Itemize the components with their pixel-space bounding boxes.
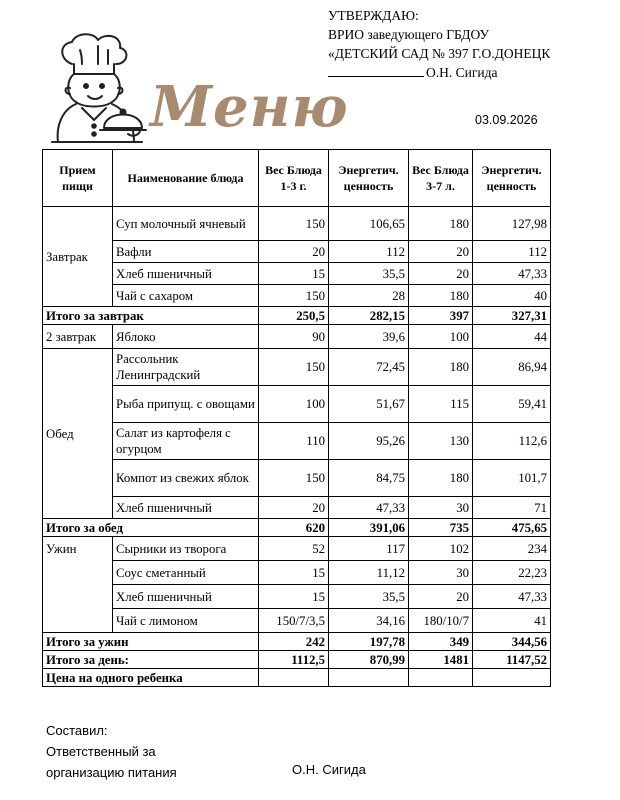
energy-1-3: 39,6 bbox=[329, 325, 409, 349]
approval-block bbox=[328, 6, 618, 82]
weight-3-7: 115 bbox=[409, 386, 473, 423]
total-row-day bbox=[43, 651, 551, 669]
dish-name: Салат из картофеля с огурцом bbox=[113, 423, 259, 460]
dish-name: Хлеб пшеничный bbox=[113, 497, 259, 519]
total-weight-1-3: 242 bbox=[259, 633, 329, 651]
weight-1-3: 150/7/3,5 bbox=[259, 609, 329, 633]
header-energy-3-7: Энергетич. ценность bbox=[473, 150, 551, 207]
energy-3-7: 22,23 bbox=[473, 561, 551, 585]
day-total-weight-3-7: 1481 bbox=[409, 651, 473, 669]
signature-row bbox=[328, 63, 618, 82]
table-row bbox=[43, 325, 551, 349]
weight-3-7: 100 bbox=[409, 325, 473, 349]
approver-position: ВРИО заведующего ГБДОУ bbox=[328, 27, 490, 42]
total-row-breakfast bbox=[43, 307, 551, 325]
responsible-role-line2: организацию питания bbox=[46, 765, 177, 780]
total-weight-1-3: 250,5 bbox=[259, 307, 329, 325]
energy-1-3: 95,26 bbox=[329, 423, 409, 460]
energy-3-7: 112 bbox=[473, 241, 551, 263]
meal-dinner: Ужин bbox=[43, 537, 113, 633]
total-energy-1-3: 391,06 bbox=[329, 519, 409, 537]
menu-title: Меню bbox=[150, 74, 349, 140]
table-row bbox=[43, 609, 551, 633]
weight-3-7: 180 bbox=[409, 207, 473, 241]
table-row bbox=[43, 285, 551, 307]
price-cell-2 bbox=[329, 669, 409, 687]
header-weight-1-3: Вес Блюда 1-3 г. bbox=[259, 150, 329, 207]
weight-1-3: 150 bbox=[259, 460, 329, 497]
header-weight-3-7: Вес Блюда 3-7 л. bbox=[409, 150, 473, 207]
weight-1-3: 90 bbox=[259, 325, 329, 349]
energy-1-3: 47,33 bbox=[329, 497, 409, 519]
header-meal: Прием пищи bbox=[43, 150, 113, 207]
price-label: Цена на одного ребенка bbox=[43, 669, 259, 687]
table-row bbox=[43, 423, 551, 460]
energy-3-7: 41 bbox=[473, 609, 551, 633]
total-label: Итого за ужин bbox=[43, 633, 259, 651]
energy-1-3: 34,16 bbox=[329, 609, 409, 633]
weight-3-7: 20 bbox=[409, 263, 473, 285]
energy-1-3: 11,12 bbox=[329, 561, 409, 585]
approve-heading: УТВЕРЖДАЮ: bbox=[328, 8, 419, 23]
approver-name: О.Н. Сигида bbox=[426, 65, 498, 80]
weight-3-7: 102 bbox=[409, 537, 473, 561]
energy-3-7: 127,98 bbox=[473, 207, 551, 241]
total-energy-3-7: 344,56 bbox=[473, 633, 551, 651]
table-header-row bbox=[43, 150, 551, 207]
dish-name: Сырники из творога bbox=[113, 537, 259, 561]
energy-3-7: 40 bbox=[473, 285, 551, 307]
price-cell-1 bbox=[259, 669, 329, 687]
weight-1-3: 20 bbox=[259, 241, 329, 263]
weight-1-3: 20 bbox=[259, 497, 329, 519]
energy-1-3: 117 bbox=[329, 537, 409, 561]
weight-1-3: 15 bbox=[259, 263, 329, 285]
meal-lunch: Обед bbox=[43, 349, 113, 519]
weight-1-3: 110 bbox=[259, 423, 329, 460]
dish-name: Чай с сахаром bbox=[113, 285, 259, 307]
dish-name: Компот из свежих яблок bbox=[113, 460, 259, 497]
energy-3-7: 47,33 bbox=[473, 585, 551, 609]
dish-name: Яблоко bbox=[113, 325, 259, 349]
dish-name: Вафли bbox=[113, 241, 259, 263]
menu-date: 03.09.2026 bbox=[475, 113, 538, 127]
meal-second-breakfast: 2 завтрак bbox=[43, 325, 113, 349]
weight-1-3: 52 bbox=[259, 537, 329, 561]
total-label: Итого за завтрак bbox=[43, 307, 259, 325]
weight-1-3: 150 bbox=[259, 207, 329, 241]
energy-1-3: 35,5 bbox=[329, 263, 409, 285]
dish-name: Суп молочный ячневый bbox=[113, 207, 259, 241]
footer-signatory-name: О.Н. Сигида bbox=[292, 762, 366, 777]
footer-block bbox=[46, 720, 177, 783]
organization-name: «ДЕТСКИЙ САД № 397 Г.О.ДОНЕЦК bbox=[328, 46, 551, 61]
table-row bbox=[43, 207, 551, 241]
energy-3-7: 86,94 bbox=[473, 349, 551, 386]
total-energy-1-3: 282,15 bbox=[329, 307, 409, 325]
energy-3-7: 112,6 bbox=[473, 423, 551, 460]
energy-3-7: 59,41 bbox=[473, 386, 551, 423]
weight-3-7: 180 bbox=[409, 460, 473, 497]
dish-name: Хлеб пшеничный bbox=[113, 263, 259, 285]
total-row-lunch bbox=[43, 519, 551, 537]
chef-illustration-icon bbox=[42, 30, 154, 146]
weight-1-3: 15 bbox=[259, 561, 329, 585]
price-cell-3 bbox=[409, 669, 473, 687]
energy-1-3: 51,67 bbox=[329, 386, 409, 423]
day-total-label: Итого за день: bbox=[43, 651, 259, 669]
dish-name: Соус сметанный bbox=[113, 561, 259, 585]
energy-3-7: 71 bbox=[473, 497, 551, 519]
responsible-role-line1: Ответственный за bbox=[46, 744, 156, 759]
weight-3-7: 180/10/7 bbox=[409, 609, 473, 633]
energy-1-3: 28 bbox=[329, 285, 409, 307]
weight-1-3: 150 bbox=[259, 285, 329, 307]
dish-name: Рассольник Ленинградский bbox=[113, 349, 259, 386]
table-row bbox=[43, 386, 551, 423]
weight-3-7: 130 bbox=[409, 423, 473, 460]
weight-3-7: 180 bbox=[409, 285, 473, 307]
weight-3-7: 180 bbox=[409, 349, 473, 386]
dish-name: Чай с лимоном bbox=[113, 609, 259, 633]
table-row bbox=[43, 497, 551, 519]
dish-name: Рыба припущ. с овощами bbox=[113, 386, 259, 423]
weight-3-7: 30 bbox=[409, 497, 473, 519]
price-cell-4 bbox=[473, 669, 551, 687]
day-total-energy-3-7: 1147,52 bbox=[473, 651, 551, 669]
table-row bbox=[43, 263, 551, 285]
energy-1-3: 35,5 bbox=[329, 585, 409, 609]
table-row bbox=[43, 585, 551, 609]
total-energy-3-7: 327,31 bbox=[473, 307, 551, 325]
weight-3-7: 20 bbox=[409, 585, 473, 609]
total-weight-1-3: 620 bbox=[259, 519, 329, 537]
day-total-energy-1-3: 870,99 bbox=[329, 651, 409, 669]
table-row bbox=[43, 561, 551, 585]
weight-1-3: 100 bbox=[259, 386, 329, 423]
weight-3-7: 20 bbox=[409, 241, 473, 263]
weight-1-3: 15 bbox=[259, 585, 329, 609]
header-energy-1-3: Энергетич. ценность bbox=[329, 150, 409, 207]
energy-1-3: 112 bbox=[329, 241, 409, 263]
total-energy-3-7: 475,65 bbox=[473, 519, 551, 537]
energy-1-3: 72,45 bbox=[329, 349, 409, 386]
meal-breakfast: Завтрак bbox=[43, 207, 113, 307]
table-row bbox=[43, 537, 551, 561]
weight-3-7: 30 bbox=[409, 561, 473, 585]
total-weight-3-7: 349 bbox=[409, 633, 473, 651]
day-total-weight-1-3: 1112,5 bbox=[259, 651, 329, 669]
dish-name: Хлеб пшеничный bbox=[113, 585, 259, 609]
energy-3-7: 101,7 bbox=[473, 460, 551, 497]
energy-1-3: 106,65 bbox=[329, 207, 409, 241]
total-energy-1-3: 197,78 bbox=[329, 633, 409, 651]
table-row bbox=[43, 460, 551, 497]
energy-1-3: 84,75 bbox=[329, 460, 409, 497]
total-weight-3-7: 397 bbox=[409, 307, 473, 325]
total-weight-3-7: 735 bbox=[409, 519, 473, 537]
table-row bbox=[43, 349, 551, 386]
energy-3-7: 234 bbox=[473, 537, 551, 561]
price-row bbox=[43, 669, 551, 687]
energy-3-7: 47,33 bbox=[473, 263, 551, 285]
weight-1-3: 150 bbox=[259, 349, 329, 386]
header-dish-name: Наименование блюда bbox=[113, 150, 259, 207]
total-label: Итого за обед bbox=[43, 519, 259, 537]
energy-3-7: 44 bbox=[473, 325, 551, 349]
menu-table bbox=[42, 149, 551, 687]
compiled-by-label: Составил: bbox=[46, 723, 108, 738]
table-row bbox=[43, 241, 551, 263]
total-row-dinner bbox=[43, 633, 551, 651]
